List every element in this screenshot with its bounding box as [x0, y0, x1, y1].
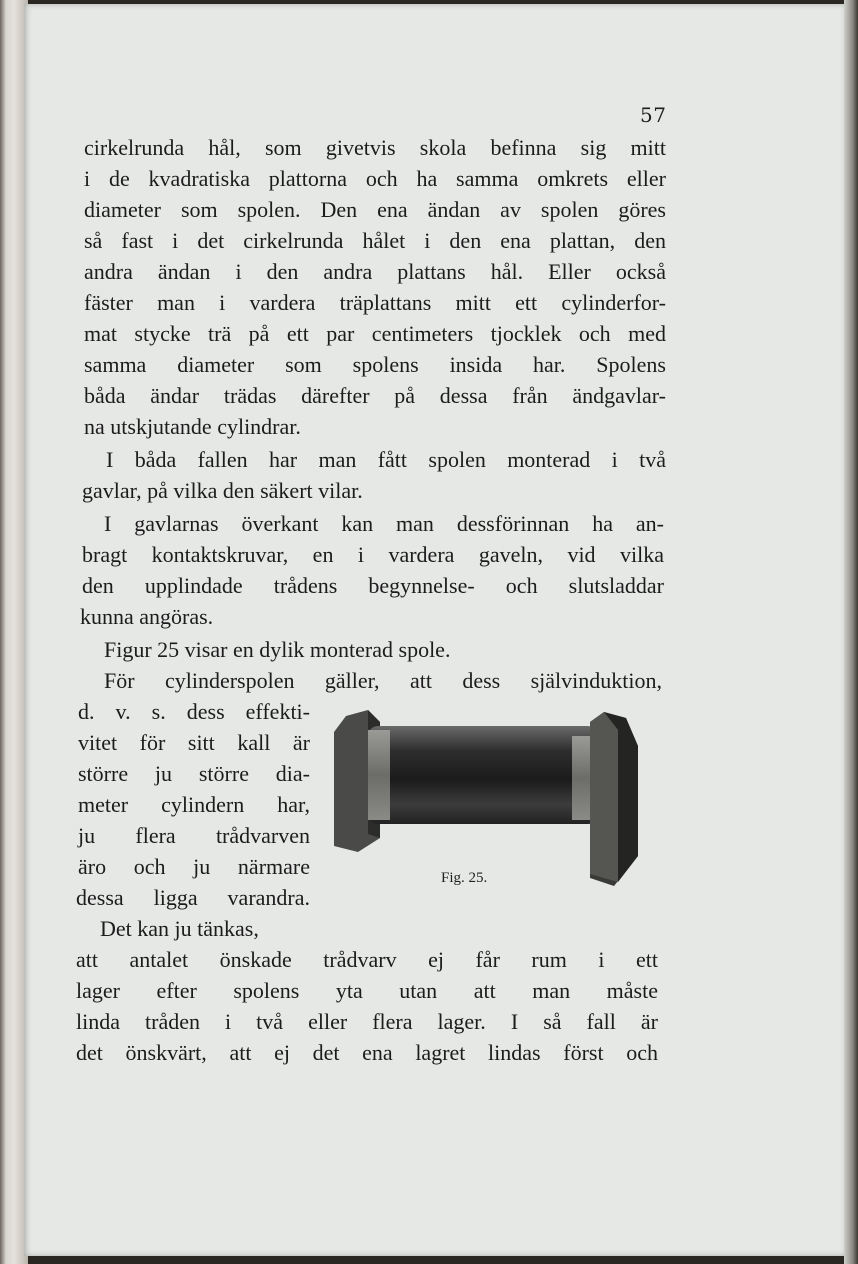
- text-line: andra ändan i den andra plattans hål. Eller också: [84, 259, 666, 284]
- text-line: cirkelrunda hål, som givetvis skola befinna sig mitt: [84, 135, 666, 160]
- page-number: 57: [640, 103, 667, 127]
- page-right-edge: [844, 0, 858, 1264]
- text-line: så fast i det cirkelrunda hålet i den ena plattan, den: [84, 228, 666, 253]
- text-line: mat stycke trä på ett par centimeters tjocklek och med: [84, 321, 666, 346]
- text-line: lager efter spolens yta utan att man måste: [76, 978, 658, 1003]
- text-line: meter cylindern har,: [78, 792, 310, 817]
- text-line: I båda fallen har man fått spolen monterad i två: [106, 447, 666, 472]
- text-line: att antalet önskade trådvarv ej får rum i ett: [76, 947, 658, 972]
- text-line: gavlar, på vilka den säkert vilar.: [82, 478, 363, 503]
- text-line: vitet för sitt kall är: [78, 730, 310, 755]
- text-line: na utskjutande cylindrar.: [84, 414, 301, 439]
- text-line: I gavlarnas överkant kan man dessförinnan ha an-: [104, 511, 664, 536]
- text-line: diameter som spolen. Den ena ändan av spolen göres: [84, 197, 666, 222]
- text-line: större ju större dia-: [78, 761, 310, 786]
- text-line: den upplindade trådens begynnelse- och slutsladdar: [82, 573, 664, 598]
- text-line: det önskvärt, att ej det ena lagret lindas först och: [76, 1040, 658, 1065]
- text-line: linda tråden i två eller flera lager. I så fall är: [76, 1009, 658, 1034]
- text-line: äro och ju närmare: [78, 854, 310, 879]
- text-line: Figur 25 visar en dylik monterad spole.: [104, 637, 451, 662]
- text-line: samma diameter som spolens insida har. Spolens: [84, 352, 666, 377]
- text-line: För cylinderspolen gäller, att dess självinduktion,: [104, 668, 662, 693]
- text-line: fäster man i vardera träplattans mitt ett cylinderfor-: [84, 290, 666, 315]
- text-line: båda ändar trädas därefter på dessa från ändgavlar-: [84, 383, 666, 408]
- text-line: d. v. s. dess effekti-: [78, 699, 310, 724]
- coil-figure: [328, 706, 643, 891]
- figure-caption: Fig. 25.: [441, 870, 488, 886]
- text-line: Det kan ju tänkas,: [100, 916, 259, 941]
- text-line: ju flera trådvarven: [78, 823, 310, 848]
- text-line: kunna angöras.: [80, 604, 214, 629]
- text-line: bragt kontaktskruvar, en i vardera gaveln, vid vilka: [82, 542, 664, 567]
- text-line: i de kvadratiska plattorna och ha samma omkrets eller: [84, 166, 666, 191]
- text-line: dessa ligga varandra.: [76, 885, 310, 910]
